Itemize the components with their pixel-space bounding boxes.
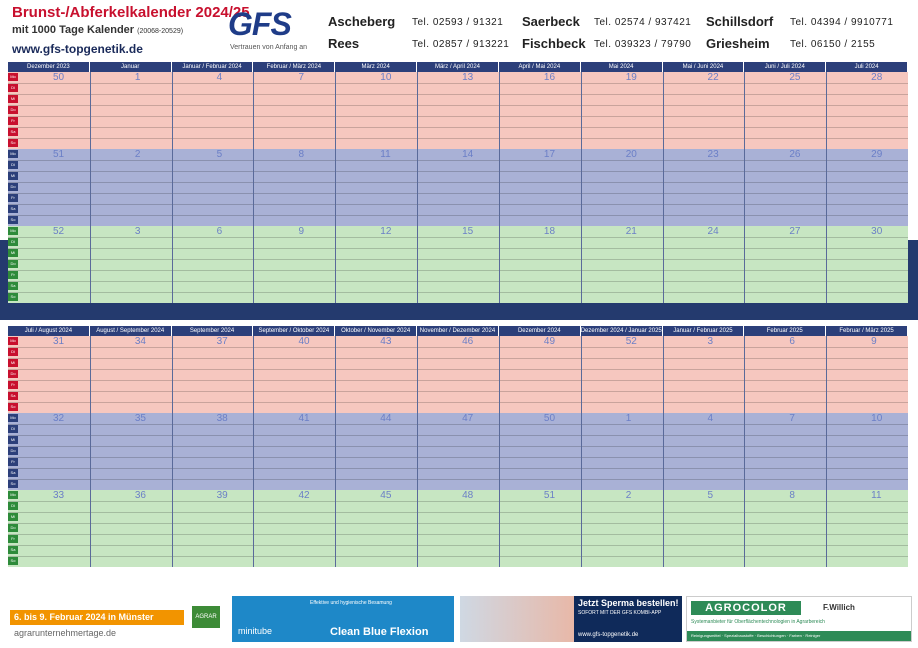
column-divider: [335, 72, 336, 303]
week-number: 6: [789, 336, 795, 347]
row-divider: [8, 138, 908, 139]
row-divider: [8, 446, 908, 447]
calendar-subtitle: [12, 24, 183, 36]
week-number: 21: [625, 226, 637, 237]
ad4-brand: AGROCOLOR: [691, 601, 801, 615]
row-divider: [8, 248, 908, 249]
day-label: Do: [8, 260, 18, 268]
ad4-tagline: Systemanbieter für Oberflächentechnologien in Agrarbereich: [691, 619, 825, 625]
week-number: 44: [380, 413, 392, 424]
ad-agrocolor[interactable]: [686, 596, 912, 642]
ad4-strip: Reinigungsmittel · Spezialbaustoffe · Beschichtungen · Farben · Reiniger: [687, 631, 912, 641]
week-number: 50: [543, 413, 556, 424]
row-divider: [8, 369, 908, 370]
week-number: 52: [53, 226, 65, 237]
row-divider: [8, 402, 908, 403]
row-divider: [8, 193, 908, 194]
week-number: 7: [789, 413, 795, 424]
ad2-brand: minitube: [238, 626, 273, 636]
day-label: Mi: [8, 95, 18, 103]
week-number: 3: [707, 336, 714, 347]
week-number: 46: [462, 336, 474, 347]
month-header: Oktober / November 2024: [335, 326, 417, 336]
day-label: Di: [8, 238, 18, 246]
location-griesheim: Griesheim: [706, 36, 770, 51]
ad3-photo: [460, 596, 574, 642]
week-number: 5: [216, 149, 223, 160]
month-header: April / Mai 2024: [499, 62, 581, 72]
logo-claim: Vertrauen von Anfang an: [230, 44, 308, 51]
location-rees: Rees: [328, 36, 360, 51]
column-divider: [253, 336, 254, 567]
row-divider: [8, 281, 908, 282]
week-number: 2: [134, 149, 141, 160]
day-label: Sa: [8, 205, 18, 213]
column-divider: [744, 336, 745, 567]
website-link[interactable]: www.gfs-topgenetik.de: [12, 42, 143, 56]
row-divider: [8, 457, 908, 458]
week-number: 13: [462, 72, 474, 83]
row-divider: [8, 391, 908, 392]
week-number: 4: [707, 413, 714, 424]
day-label: Di: [8, 348, 18, 356]
row-divider: [8, 237, 908, 238]
month-header: März / April 2024: [417, 62, 499, 72]
row-divider: [8, 424, 908, 425]
gfs-logo: [228, 6, 318, 52]
week-number: 51: [543, 490, 556, 501]
day-label: Fr: [8, 117, 18, 125]
advertisement-footer: [0, 596, 918, 648]
ad1-url: agrarunternehmertage.de: [14, 628, 117, 638]
day-label: Di: [8, 161, 18, 169]
day-label: Fr: [8, 271, 18, 279]
day-label: So: [8, 480, 18, 488]
ad3-title: Jetzt Sperma bestellen!: [578, 598, 679, 608]
row-divider: [8, 270, 908, 271]
ad3-url: www.gfs-topgenetik.de: [578, 632, 639, 638]
day-label: Di: [8, 502, 18, 510]
month-header: Juni / Juli 2024: [744, 62, 826, 72]
column-divider: [663, 72, 664, 303]
row-divider: [8, 534, 908, 535]
week-number: 29: [871, 149, 883, 160]
month-header: Januar / Februar 2024: [172, 62, 254, 72]
week-number: 11: [871, 490, 882, 501]
ad-agrarunternehmertage[interactable]: [10, 596, 222, 642]
week-number: 17: [543, 149, 556, 160]
ad2-product: Clean Blue Flexion: [330, 626, 429, 638]
day-label: Di: [8, 84, 18, 92]
day-label: Mo: [8, 227, 18, 235]
week-number: 35: [134, 413, 146, 424]
row-divider: [8, 105, 908, 106]
day-label: Mi: [8, 249, 18, 257]
week-number: 37: [216, 336, 228, 347]
row-divider: [8, 347, 908, 348]
month-header: Januar: [90, 62, 172, 72]
row-divider: [8, 259, 908, 260]
row-divider: [8, 358, 908, 359]
week-number: 27: [789, 226, 801, 237]
day-label: Do: [8, 183, 18, 191]
month-header: Juli / August 2024: [8, 326, 90, 336]
column-divider: [744, 72, 745, 303]
month-header: Dezember 2024 / Januar 2025: [580, 328, 662, 334]
day-label: Do: [8, 106, 18, 114]
week-number: 24: [707, 226, 719, 237]
week-number: 18: [543, 226, 556, 237]
row-divider: [8, 512, 908, 513]
day-label: Di: [8, 425, 18, 433]
month-header: September 2024: [172, 326, 254, 336]
day-label: Fr: [8, 458, 18, 466]
row-divider: [8, 468, 908, 469]
week-number: 30: [871, 226, 883, 237]
month-header: Mai 2024: [581, 62, 663, 72]
column-divider: [335, 336, 336, 567]
row-divider: [8, 545, 908, 546]
day-label: Mi: [8, 513, 18, 521]
day-label: Fr: [8, 381, 18, 389]
column-divider: [417, 336, 418, 567]
row-divider: [8, 116, 908, 117]
week-number: 45: [380, 490, 392, 501]
week-number: 19: [625, 72, 637, 83]
week-number: 28: [871, 72, 883, 83]
week-number: 7: [298, 72, 305, 83]
ad1-date-banner: 6. bis 9. Februar 2024 in Münster: [10, 610, 184, 625]
month-header: Februar / März 2024: [253, 62, 335, 72]
month-header: September / Oktober 2024: [253, 326, 335, 336]
row-divider: [8, 380, 908, 381]
column-divider: [826, 72, 827, 303]
month-header: Dezember 2023: [8, 62, 90, 72]
row-divider: [8, 501, 908, 502]
month-header: Januar / Februar 2025: [663, 326, 745, 336]
ad-minitube[interactable]: [232, 596, 454, 642]
column-divider: [581, 336, 582, 567]
column-divider: [581, 72, 582, 303]
column-divider: [172, 72, 173, 303]
week-number: 9: [298, 226, 305, 237]
month-header: Februar 2025: [744, 326, 826, 336]
week-number: 8: [789, 490, 795, 501]
week-number: 50: [53, 72, 65, 83]
row-divider: [8, 479, 908, 480]
month-header: August / September 2024: [90, 326, 172, 336]
location-saerbeck: Saerbeck: [522, 14, 580, 29]
week-number: 2: [625, 490, 632, 501]
month-header: Mai / Juni 2024: [663, 62, 745, 72]
tel-rees: Tel. 02857 / 913221: [412, 39, 510, 50]
week-number: 15: [462, 226, 474, 237]
row-divider: [8, 215, 908, 216]
week-number: 39: [216, 490, 228, 501]
calendar-header: [0, 0, 918, 62]
week-number: 43: [380, 336, 392, 347]
tel-fischbeck: Tel. 039323 / 79790: [594, 39, 692, 50]
day-label: Fr: [8, 194, 18, 202]
week-number: 25: [789, 72, 801, 83]
week-number: 51: [53, 149, 65, 160]
week-number: 3: [134, 226, 141, 237]
row-divider: [8, 523, 908, 524]
tel-griesheim: Tel. 06150 / 2155: [790, 39, 876, 50]
day-label: Mo: [8, 337, 18, 345]
day-label: Mo: [8, 150, 18, 158]
day-label: So: [8, 557, 18, 565]
row-divider: [8, 160, 908, 161]
week-number: 42: [298, 490, 310, 501]
week-number: 40: [298, 336, 310, 347]
column-divider: [253, 72, 254, 303]
day-label: Fr: [8, 535, 18, 543]
column-divider: [499, 336, 500, 567]
day-label: Do: [8, 447, 18, 455]
day-label: Sa: [8, 282, 18, 290]
row-divider: [8, 182, 908, 183]
week-number: 20: [625, 149, 637, 160]
week-number: 33: [53, 490, 65, 501]
week-number: 47: [462, 413, 474, 424]
day-label: Sa: [8, 392, 18, 400]
week-number: 48: [462, 490, 474, 501]
month-header: Dezember 2024: [499, 326, 581, 336]
day-label: So: [8, 403, 18, 411]
week-number: 5: [707, 490, 714, 501]
day-label: Sa: [8, 128, 18, 136]
day-label: Do: [8, 524, 18, 532]
subtitle-range: (20068-20529): [137, 28, 184, 35]
day-label: Do: [8, 370, 18, 378]
week-number: 11: [380, 149, 391, 160]
day-label: So: [8, 293, 18, 301]
day-label: Mo: [8, 414, 18, 422]
week-number: 23: [707, 149, 719, 160]
ad3-subtitle: SOFORT MIT DER GFS KOMBI-APP: [578, 610, 662, 616]
tel-schillsdorf: Tel. 04394 / 9910771: [790, 17, 894, 28]
logo-text: GFS: [228, 6, 291, 42]
month-header: Juli 2024: [826, 62, 908, 72]
week-number: 49: [543, 336, 556, 347]
week-number: 1: [625, 413, 632, 424]
month-header: Februar / März 2025: [826, 326, 908, 336]
week-number: 10: [380, 72, 392, 83]
week-number: 32: [53, 413, 65, 424]
day-label: So: [8, 139, 18, 147]
ad4-partner: F.Willich: [823, 603, 855, 612]
location-ascheberg: Ascheberg: [328, 14, 396, 29]
row-divider: [8, 292, 908, 293]
day-label: Mo: [8, 491, 18, 499]
week-number: 31: [53, 336, 65, 347]
week-number: 36: [134, 490, 146, 501]
week-number: 1: [134, 72, 141, 83]
row-divider: [8, 94, 908, 95]
row-divider: [8, 204, 908, 205]
subtitle-text: mit 1000 Tage Kalender: [12, 24, 135, 36]
week-number: 9: [871, 336, 877, 347]
column-divider: [499, 72, 500, 303]
week-number: 12: [380, 226, 392, 237]
column-divider: [90, 336, 91, 567]
week-number: 41: [298, 413, 310, 424]
tel-ascheberg: Tel. 02593 / 91321: [412, 17, 504, 28]
week-number: 22: [707, 72, 719, 83]
calendar-title: Brunst-/Abferkelkalender 2024/25: [12, 4, 250, 21]
row-divider: [8, 435, 908, 436]
day-label: Mo: [8, 73, 18, 81]
week-number: 52: [625, 336, 637, 347]
calendar-grid-bottom: [8, 326, 908, 588]
month-header: März 2024: [335, 62, 417, 72]
ad2-claim: Effektive und hygienische Besamung: [310, 600, 392, 606]
row-divider: [8, 171, 908, 172]
ad1-badge: AGRAR: [192, 606, 220, 628]
day-label: Sa: [8, 469, 18, 477]
row-divider: [8, 83, 908, 84]
location-schillsdorf: Schillsdorf: [706, 14, 774, 29]
tel-saerbeck: Tel. 02574 / 937421: [594, 17, 692, 28]
week-number: 26: [789, 149, 801, 160]
ad-gfs-app[interactable]: [460, 596, 682, 642]
week-number: 38: [216, 413, 228, 424]
day-label: Mi: [8, 172, 18, 180]
day-label: Mi: [8, 359, 18, 367]
column-divider: [663, 336, 664, 567]
week-number: 10: [871, 413, 883, 424]
column-divider: [172, 336, 173, 567]
week-number: 34: [134, 336, 146, 347]
row-divider: [8, 556, 908, 557]
calendar-grid-top: [8, 62, 908, 318]
column-divider: [826, 336, 827, 567]
week-number: 8: [298, 149, 305, 160]
day-label: Sa: [8, 546, 18, 554]
row-divider: [8, 127, 908, 128]
week-number: 4: [216, 72, 223, 83]
month-header: November / Dezember 2024: [417, 326, 499, 336]
day-label: Mi: [8, 436, 18, 444]
column-divider: [417, 72, 418, 303]
week-number: 16: [543, 72, 556, 83]
day-label: So: [8, 216, 18, 224]
week-number: 6: [216, 226, 223, 237]
location-fischbeck: Fischbeck: [522, 36, 586, 51]
column-divider: [90, 72, 91, 303]
week-number: 14: [462, 149, 474, 160]
